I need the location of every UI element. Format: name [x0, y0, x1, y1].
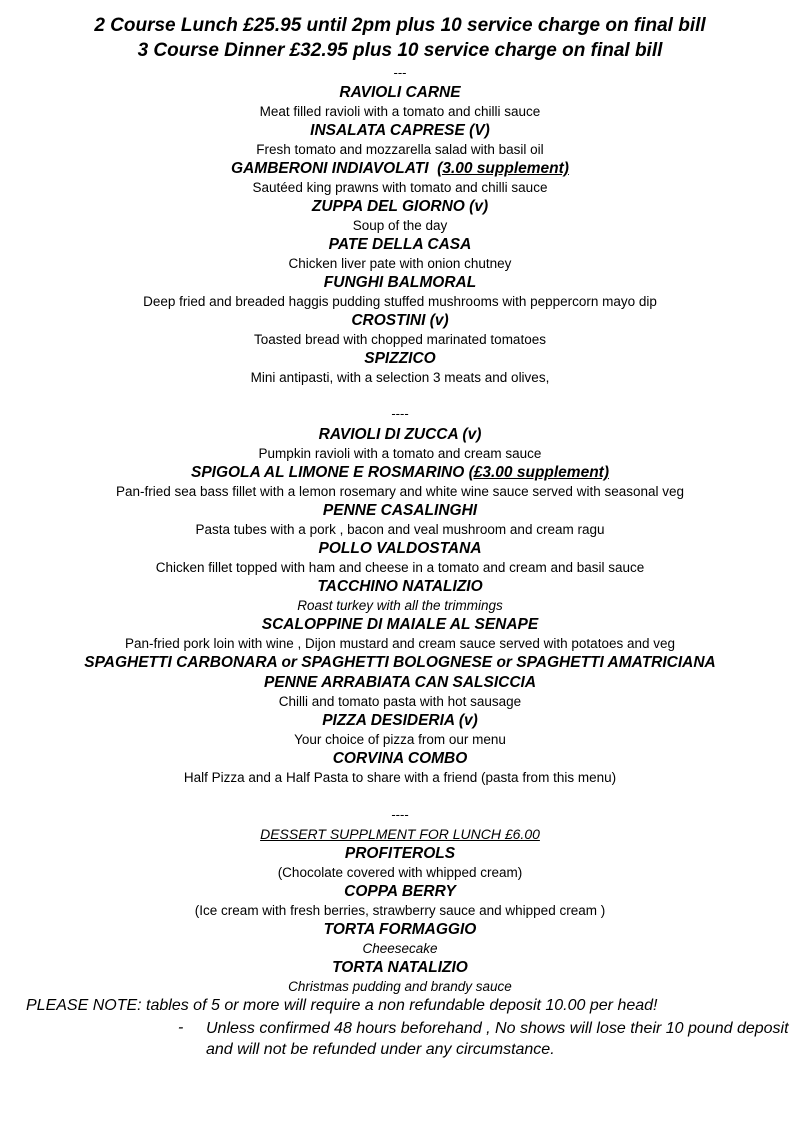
dessert-item: [0, 844, 800, 882]
dish-name: SPAGHETTI CARBONARA or SPAGHETTI BOLOGNESE or SPAGHETTI AMATRICIANA: [84, 654, 716, 671]
dish-description: Mini antipasti, with a selection 3 meats and olives,: [250, 370, 550, 385]
dish-name: SPIZZICO: [364, 350, 436, 367]
dish-name: PATE DELLA CASA: [328, 236, 472, 253]
dish-description: Chicken fillet topped with ham and cheese in a tomato and cream and basil sauce: [155, 560, 645, 575]
dish-name: PROFITEROLS: [344, 845, 456, 862]
main-item: [0, 539, 800, 577]
main-item: [0, 653, 800, 672]
dish-name: POLLO VALDOSTANA: [318, 540, 482, 557]
starter-item: [0, 83, 800, 121]
bullet-marker: -: [178, 1019, 184, 1036]
main-item: [0, 749, 800, 787]
main-item: [0, 615, 800, 653]
main-item: [0, 425, 800, 463]
dish-description: Your choice of pizza from our menu: [294, 732, 506, 747]
dish-name: RAVIOLI CARNE: [339, 84, 461, 101]
deposit-note: PLEASE NOTE: tables of 5 or more will require a non refundable deposit 10.00 per head!: [26, 997, 658, 1014]
dish-description: Fresh tomato and mozzarella salad with basil oil: [256, 142, 544, 157]
no-show-note: Unless confirmed 48 hours beforehand , No shows will lose their 10 pound deposit and will not be refunded under any circumstance.: [206, 1020, 789, 1058]
dish-description: Pasta tubes with a pork , bacon and veal mushroom and cream ragu: [195, 522, 605, 537]
dish-name: PIZZA DESIDERIA (v): [322, 712, 478, 729]
starter-item: [0, 273, 800, 311]
dish-description: Chilli and tomato pasta with hot sausage: [278, 694, 522, 709]
separator: ---: [393, 65, 407, 80]
dessert-item: [0, 920, 800, 958]
dish-description: (Chocolate covered with whipped cream): [277, 865, 523, 880]
dish-name: ZUPPA DEL GIORNO (v): [311, 198, 489, 215]
separator: ----: [391, 406, 409, 421]
dish-name-line: [0, 463, 800, 482]
dish-name-line: [0, 159, 800, 178]
dish-description: Sautéed king prawns with tomato and chilli sauce: [252, 180, 548, 195]
dish-name: SCALOPPINE DI MAIALE AL SENAPE: [261, 616, 539, 633]
starter-item: [0, 197, 800, 235]
dish-name: TORTA FORMAGGIO: [323, 921, 477, 938]
supplement-note: (£3.00 supplement): [468, 464, 609, 481]
dish-description: Pumpkin ravioli with a tomato and cream sauce: [258, 446, 542, 461]
dish-name: PENNE CASALINGHI: [322, 502, 478, 519]
dish-name: COPPA BERRY: [344, 883, 456, 900]
dish-description: Deep fried and breaded haggis pudding stuffed mushrooms with peppercorn mayo dip: [143, 294, 657, 309]
dish-description: Cheesecake: [362, 941, 438, 956]
supplement-note: (3.00 supplement): [437, 160, 569, 177]
main-item: [0, 463, 800, 501]
main-item: [0, 711, 800, 749]
starter-item: [0, 121, 800, 159]
main-item: [0, 501, 800, 539]
dish-description: (Ice cream with fresh berries, strawberry sauce and whipped cream ): [194, 903, 606, 918]
dish-description: Pan-fried pork loin with wine , Dijon mustard and cream sauce served with potatoes and veg: [124, 636, 676, 651]
dish-name: RAVIOLI DI ZUCCA (v): [318, 426, 482, 443]
dish-description: Soup of the day: [352, 218, 448, 233]
dish-description: Roast turkey with all the trimmings: [297, 598, 503, 613]
dish-description: Toasted bread with chopped marinated tomatoes: [254, 332, 546, 347]
dish-description: Chicken liver pate with onion chutney: [288, 256, 512, 271]
dish-description: Christmas pudding and brandy sauce: [288, 979, 512, 994]
dish-name: TACCHINO NATALIZIO: [317, 578, 483, 595]
dish-name: CROSTINI (v): [351, 312, 449, 329]
dish-description: Half Pizza and a Half Pasta to share with a friend (pasta from this menu): [183, 770, 617, 785]
dessert-item: [0, 882, 800, 920]
starter-item: [0, 311, 800, 349]
dish-name: TORTA NATALIZIO: [332, 959, 468, 976]
dessert-supplement-heading: DESSERT SUPPLMENT FOR LUNCH £6.00: [260, 826, 540, 842]
starter-item: [0, 349, 800, 387]
main-item: [0, 673, 800, 711]
dish-name: FUNGHI BALMORAL: [323, 274, 477, 291]
dish-description: Pan-fried sea bass fillet with a lemon rosemary and white wine sauce served with seasonal veg: [115, 484, 685, 499]
starter-item: [0, 159, 800, 197]
dessert-item: [0, 958, 800, 996]
separator: ----: [391, 807, 409, 822]
dish-description: Meat filled ravioli with a tomato and chilli sauce: [259, 104, 541, 119]
dish-name: INSALATA CAPRESE (V): [310, 122, 490, 139]
dinner-price-line: 3 Course Dinner £32.95 plus 10 service charge on final bill: [137, 40, 663, 61]
starter-item: [0, 235, 800, 273]
dish-name: GAMBERONI INDIAVOLATI: [231, 160, 429, 177]
dish-name: SPIGOLA AL LIMONE E ROSMARINO: [191, 464, 465, 481]
dish-name: CORVINA COMBO: [332, 750, 468, 767]
main-item: [0, 577, 800, 615]
dish-name: PENNE ARRABIATA CAN SALSICCIA: [263, 674, 537, 691]
lunch-price-line: 2 Course Lunch £25.95 until 2pm plus 10 service charge on final bill: [94, 15, 706, 36]
